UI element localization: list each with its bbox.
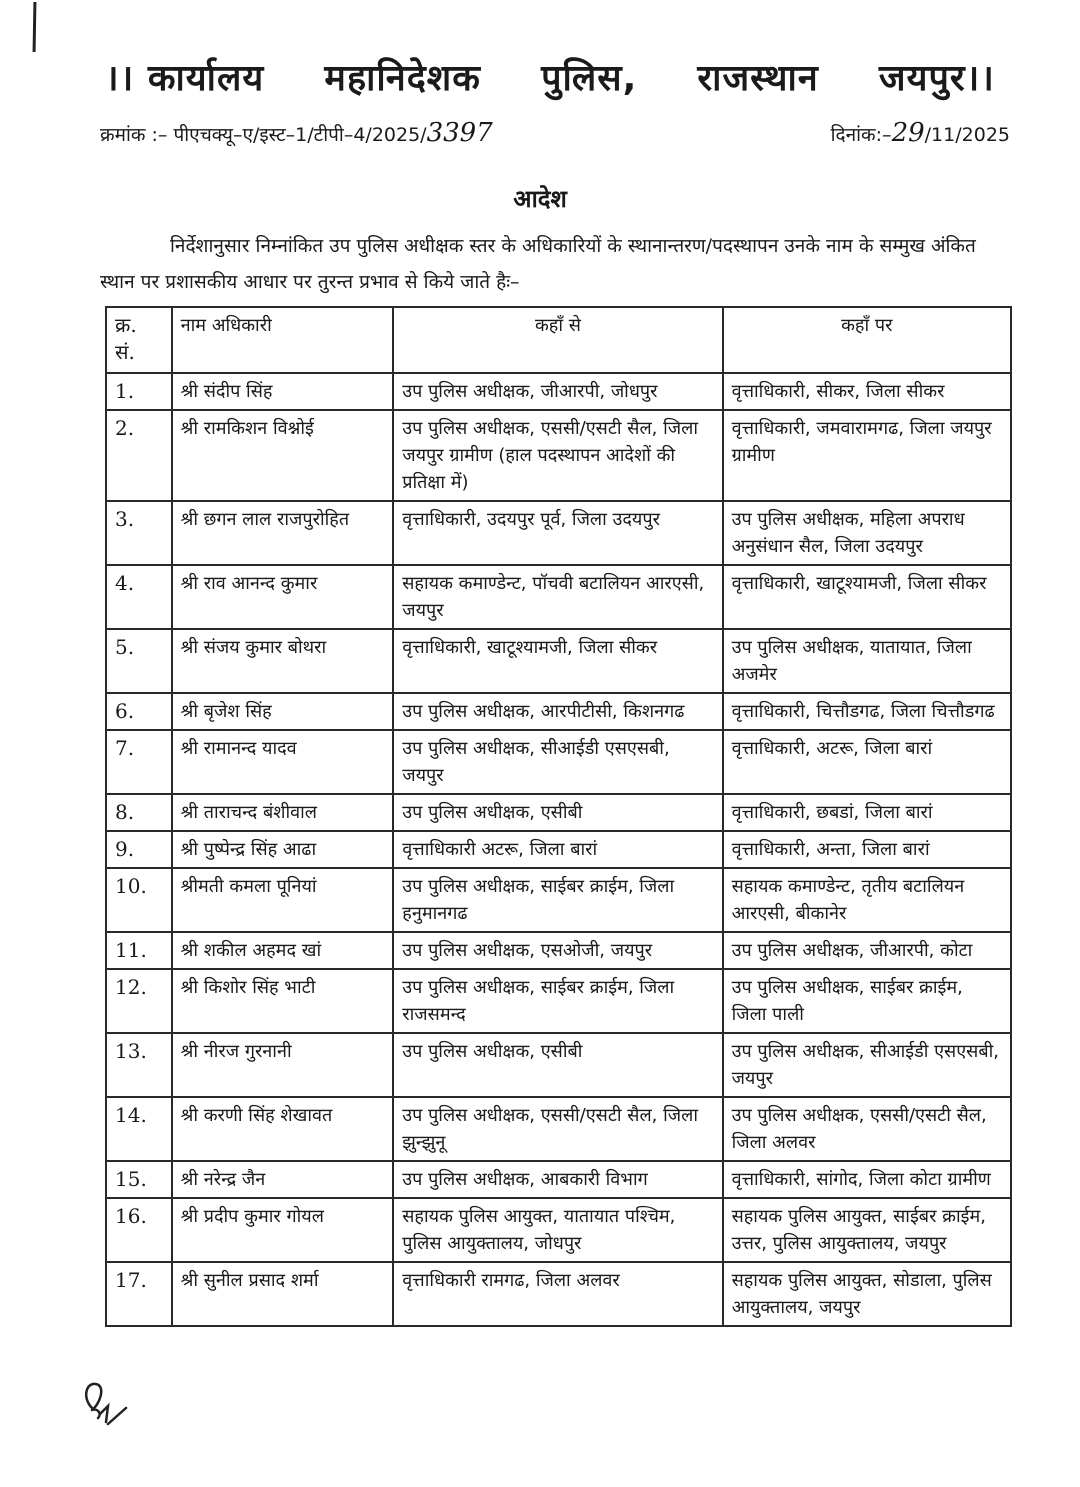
officer-name-cell: श्री पुष्पेन्द्र सिंह आढा [172,831,394,868]
to-cell: वृत्ताधिकारी, सांगोद, जिला कोटा ग्रामीण [723,1161,1011,1198]
title-part: ।। कार्यालय [105,58,265,99]
officer-name-cell: श्री संदीप सिंह [172,373,394,410]
to-cell: उप पुलिस अधीक्षक, यातायात, जिला अजमेर [723,629,1011,693]
from-cell: उप पुलिस अधीक्षक, जीआरपी, जोधपुर [393,373,722,410]
reference-number: क्रमांक :– पीएचक्यू–ए/इस्ट–1/टीपी–4/2025/3397 [100,118,493,148]
to-cell: सहायक कमाण्डेन्ट, तृतीय बटालियन आरएसी, बीकानेर [723,868,1011,932]
serial-cell: 6. [106,693,172,730]
officer-name-cell: श्री नरेन्द्र जैन [172,1161,394,1198]
to-cell: उप पुलिस अधीक्षक, महिला अपराध अनुसंधान सैल, जिला उदयपुर [723,501,1011,565]
to-cell: वृत्ताधिकारी, अन्ता, जिला बारां [723,831,1011,868]
officer-name-cell: श्री करणी सिंह शेखावत [172,1097,394,1161]
serial-cell: 16. [106,1198,172,1262]
from-cell: उप पुलिस अधीक्षक, साईबर क्राईम, जिला हनुमानगढ [393,868,722,932]
from-cell: सहायक कमाण्डेन्ट, पॉचवी बटालियन आरएसी, जयपुर [393,565,722,629]
to-cell: वृत्ताधिकारी, सीकर, जिला सीकर [723,373,1011,410]
to-cell: उप पुलिस अधीक्षक, जीआरपी, कोटा [723,932,1011,969]
officer-name-cell: श्री शकील अहमद खां [172,932,394,969]
table-row [106,932,1011,969]
to-cell: वृत्ताधिकारी, अटरू, जिला बारां [723,730,1011,794]
from-cell: वृत्ताधिकारी रामगढ, जिला अलवर [393,1262,722,1326]
serial-cell: 10. [106,868,172,932]
to-cell: वृत्ताधिकारी, छबडां, जिला बारां [723,794,1011,831]
from-cell: उप पुलिस अधीक्षक, सीआईडी एसएसबी, जयपुर [393,730,722,794]
table-row [106,629,1011,693]
officer-name-cell: श्री रामानन्द यादव [172,730,394,794]
officer-name-cell: श्री छगन लाल राजपुरोहित [172,501,394,565]
table-row [106,730,1011,794]
officer-name-cell: श्री ताराचन्द बंशीवाल [172,794,394,831]
from-cell: उप पुलिस अधीक्षक, एसीबी [393,794,722,831]
from-cell: उप पुलिस अधीक्षक, साईबर क्राईम, जिला राजसमन्द [393,969,722,1033]
title-part: महानिदेशक [324,58,481,99]
from-cell: उप पुलिस अधीक्षक, एसओजी, जयपुर [393,932,722,969]
reference-line [100,118,1010,148]
table-row [106,1198,1011,1262]
officer-name-cell: श्री रामकिशन विश्नोई [172,410,394,501]
office-title [105,52,995,101]
table-row [106,565,1011,629]
to-cell: उप पुलिस अधीक्षक, सीआईडी एसएसबी, जयपुर [723,1033,1011,1097]
from-cell: वृत्ताधिकारी, उदयपुर पूर्व, जिला उदयपुर [393,501,722,565]
table-row [106,693,1011,730]
handwritten-number: 3397 [426,118,493,148]
header-to: कहाँ पर [723,307,1011,373]
from-cell: वृत्ताधिकारी अटरू, जिला बारां [393,831,722,868]
serial-cell: 7. [106,730,172,794]
scan-margin-mark [33,2,37,52]
from-cell: उप पुलिस अधीक्षक, आबकारी विभाग [393,1161,722,1198]
table-row [106,831,1011,868]
serial-cell: 9. [106,831,172,868]
from-cell: उप पुलिस अधीक्षक, एसीबी [393,1033,722,1097]
order-heading: आदेश [513,185,567,213]
officer-name-cell: श्री नीरज गुरनानी [172,1033,394,1097]
officer-name-cell: श्री सुनील प्रसाद शर्मा [172,1262,394,1326]
from-cell: उप पुलिस अधीक्षक, आरपीटीसी, किशनगढ [393,693,722,730]
to-cell: उप पुलिस अधीक्षक, साईबर क्राईम, जिला पाली [723,969,1011,1033]
header-serial: क्र. सं. [106,307,172,373]
to-cell: वृत्ताधिकारी, जमवारामगढ, जिला जयपुर ग्रामीण [723,410,1011,501]
officer-name-cell: श्री बृजेश सिंह [172,693,394,730]
table-row [106,868,1011,932]
title-part: पुलिस, [541,58,638,99]
table-row [106,1033,1011,1097]
order-intro-paragraph: निर्देशानुसार निम्नांकित उप पुलिस अधीक्षक स्तर के अधिकारियों के स्थानान्तरण/पदस्थापन उनके नाम के सम्मुख अंकित स्थान पर प्रशासकीय आधार पर तुरन्त प्रभाव से किये जाते हैः– [100,235,976,293]
serial-cell: 12. [106,969,172,1033]
from-cell: उप पुलिस अधीक्षक, एससी/एसटी सैल, जिला जयपुर ग्रामीण (हाल पदस्थापन आदेशों की प्रतिक्षा में) [393,410,722,501]
handwritten-initials-icon [78,1378,138,1438]
table-row [106,969,1011,1033]
table-row [106,1161,1011,1198]
to-cell: सहायक पुलिस आयुक्त, सोडाला, पुलिस आयुक्तालय, जयपुर [723,1262,1011,1326]
serial-cell: 15. [106,1161,172,1198]
serial-cell: 17. [106,1262,172,1326]
order-date: दिनांक:–29/11/2025 [830,118,1010,148]
to-cell: उप पुलिस अधीक्षक, एससी/एसटी सैल, जिला अलवर [723,1097,1011,1161]
table-row [106,1262,1011,1326]
to-cell: वृत्ताधिकारी, खाटूश्यामजी, जिला सीकर [723,565,1011,629]
header-officer-name: नाम अधिकारी [172,307,394,373]
title-part: राजस्थान [697,58,819,99]
serial-cell: 8. [106,794,172,831]
officer-name-cell: श्री राव आनन्द कुमार [172,565,394,629]
table-row [106,1097,1011,1161]
from-cell: उप पुलिस अधीक्षक, एससी/एसटी सैल, जिला झुन्झुनू [393,1097,722,1161]
handwritten-day: 29 [891,118,925,148]
officer-name-cell: श्रीमती कमला पूनियां [172,868,394,932]
to-cell: वृत्ताधिकारी, चित्तौडगढ, जिला चित्तौडगढ [723,693,1011,730]
officer-name-cell: श्री किशोर सिंह भाटी [172,969,394,1033]
table-row [106,373,1011,410]
serial-cell: 11. [106,932,172,969]
transfer-table [105,306,1012,1327]
header-from: कहाँ से [393,307,722,373]
serial-cell: 3. [106,501,172,565]
serial-cell: 5. [106,629,172,693]
table-row [106,501,1011,565]
table-header-row [106,307,1011,373]
serial-cell: 14. [106,1097,172,1161]
title-part: जयपुर।। [878,58,995,99]
from-cell: सहायक पुलिस आयुक्त, यातायात पश्चिम, पुलिस आयुक्तालय, जोधपुर [393,1198,722,1262]
officer-name-cell: श्री संजय कुमार बोथरा [172,629,394,693]
from-cell: वृत्ताधिकारी, खाटूश्यामजी, जिला सीकर [393,629,722,693]
serial-cell: 1. [106,373,172,410]
table-row [106,794,1011,831]
to-cell: सहायक पुलिस आयुक्त, साईबर क्राईम, उत्तर, पुलिस आयुक्तालय, जयपुर [723,1198,1011,1262]
serial-cell: 13. [106,1033,172,1097]
table-row [106,410,1011,501]
officer-name-cell: श्री प्रदीप कुमार गोयल [172,1198,394,1262]
serial-cell: 4. [106,565,172,629]
serial-cell: 2. [106,410,172,501]
